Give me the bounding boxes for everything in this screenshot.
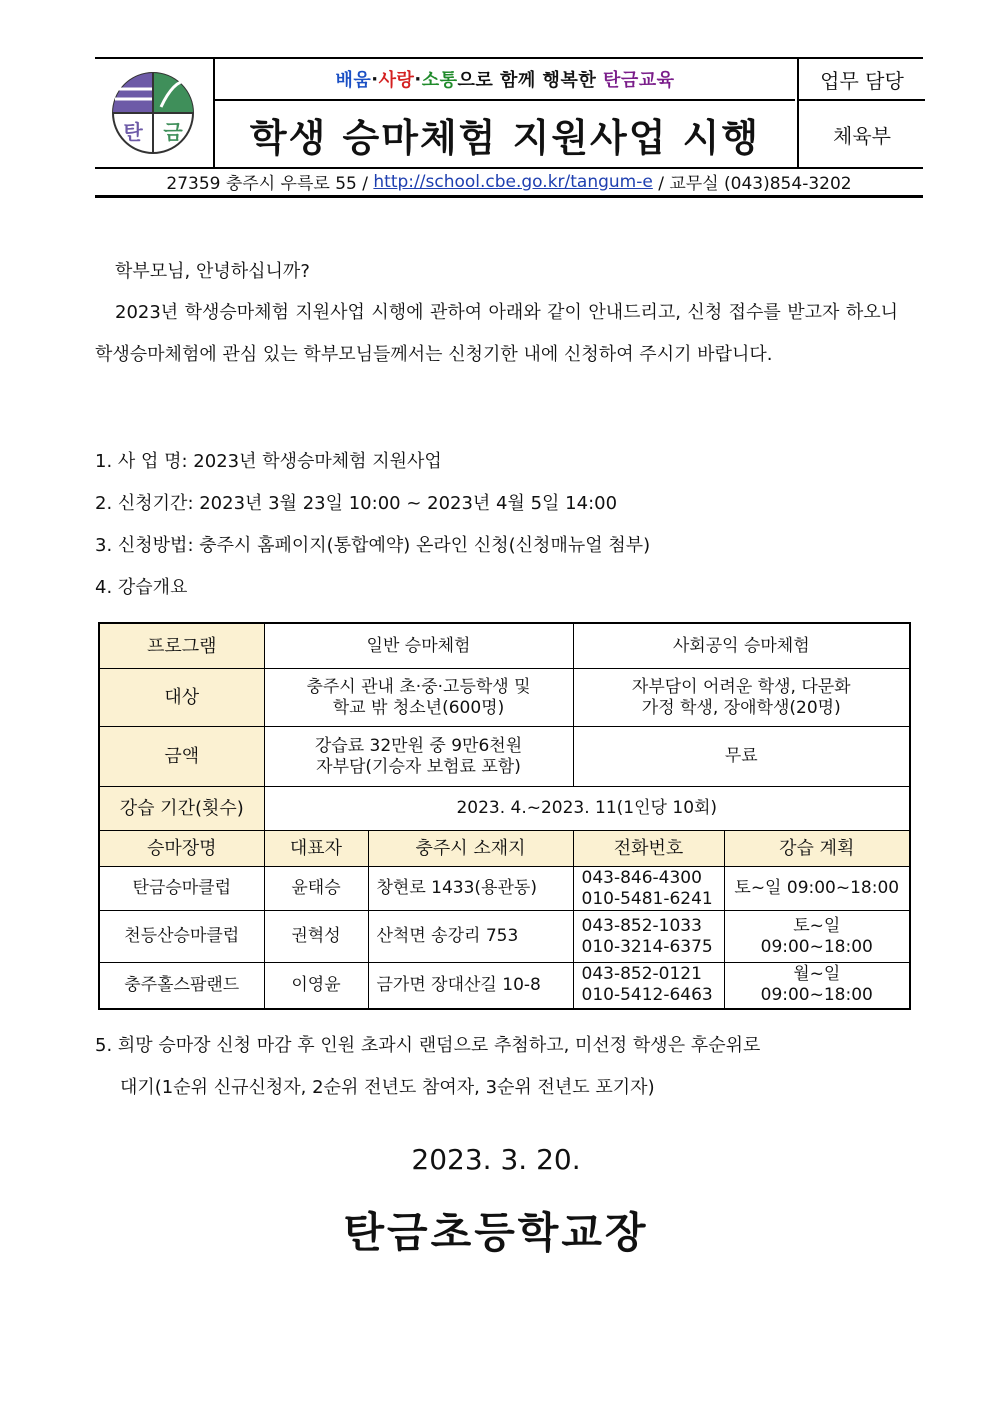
club-phone-line: 010-5412-6463 (581, 985, 713, 1006)
document-header (95, 59, 923, 167)
period-label: 강습 기간(횟수) (99, 787, 264, 831)
address-line (95, 169, 923, 194)
club-phone-line: 043-846-4300 (581, 867, 702, 888)
club-phone (573, 911, 724, 963)
school-address: 27359 충주시 우륵로 55 / (166, 174, 374, 194)
intro-paragraph: 2023년 학생승마체험 지원사업 시행에 관하여 아래와 같이 안내드리고, 신청 접수를 받고자 하오니 학생승마체험에 관심 있는 학부모님들께서는 신청기한 내에 신청하여 주시기 바랍니다. (95, 302, 898, 365)
club-plan-line: 09:00~18:00 (760, 936, 873, 957)
principal-signature: 탄금초등학교장 (343, 1208, 649, 1257)
club-plan-line: 09:00~18:00 (760, 985, 873, 1006)
table-row (99, 867, 910, 911)
slogan-separator: · (414, 68, 422, 90)
slogan-word-learning: 배움 (335, 70, 372, 91)
header-bottom-rule (95, 195, 923, 198)
slogan-middle: 으로 함께 행복한 (457, 70, 603, 91)
target-general (264, 669, 573, 727)
table-row (99, 727, 910, 787)
club-plan-line: 토~일 09:00~18:00 (734, 878, 900, 898)
club-plan-line: 토~일 (793, 915, 841, 936)
club-name: 천등산승마클럽 (99, 911, 264, 963)
club-rep: 이영윤 (264, 963, 368, 1009)
club-address: 산척면 송강리 753 (368, 911, 573, 963)
fee-general (264, 727, 573, 787)
club-plan (724, 911, 910, 963)
club-phone (573, 867, 724, 911)
col-header-plan: 강습 계획 (724, 831, 910, 867)
col-header-club: 승마장명 (99, 831, 264, 867)
slogan-word-education: 탄금교육 (602, 70, 675, 91)
table-header-row (99, 831, 910, 867)
item-selection-line-1: 5. 희망 승마장 신청 마감 후 인원 초과시 랜덤으로 추첨하고, 미선정 학생은 후순위로 (95, 1035, 761, 1056)
social-program: 사회공익 승마체험 (573, 623, 910, 669)
fee-label: 금액 (99, 727, 264, 787)
club-name: 충주홀스팜랜드 (99, 963, 264, 1009)
table-row (99, 669, 910, 727)
target-general-line: 충주시 관내 초·중·고등학생 및 (306, 676, 531, 697)
item-application-method: 3. 신청방법: 충주시 홈페이지(통합예약) 온라인 신청(신청매뉴얼 첨부) (95, 535, 651, 556)
target-social (573, 669, 910, 727)
logo-char-1: 탄 (123, 120, 143, 144)
club-rep: 권혁성 (264, 911, 368, 963)
item-application-period: 2. 신청기간: 2023년 3월 23일 10:00 ~ 2023년 4월 5일 14:00 (95, 493, 618, 514)
club-address: 금가면 장대산길 10-8 (368, 963, 573, 1009)
school-logo-icon (95, 59, 213, 167)
target-label: 대상 (99, 669, 264, 727)
fee-general-line: 자부담(기승자 보험료 포함) (316, 756, 521, 777)
document-title: 학생 승마체험 지원사업 시행 (249, 115, 761, 160)
target-social-line: 가정 학생, 장애학생(20명) (641, 697, 841, 718)
item-project-name: 1. 사 업 명: 2023년 학생승마체험 지원사업 (95, 451, 442, 472)
club-plan (724, 963, 910, 1009)
item-course-overview: 4. 강습개요 (95, 577, 188, 598)
table-row (99, 787, 910, 831)
general-program: 일반 승마체험 (264, 623, 573, 669)
club-name: 탄금승마클럽 (99, 867, 264, 911)
course-overview-table (98, 622, 909, 1010)
club-phone-line: 010-3214-6375 (581, 936, 713, 957)
fee-general-line: 강습료 32만원 중 9만6천원 (314, 735, 523, 756)
greeting: 학부모님, 안녕하십니까? (115, 261, 310, 282)
col-header-rep: 대표자 (264, 831, 368, 867)
club-plan (724, 867, 910, 911)
duty-label: 업무 담당 (797, 59, 925, 101)
item-selection-note (95, 1025, 898, 1109)
school-logo-cell (95, 59, 215, 167)
target-general-line: 학교 밖 청소년(600명) (332, 697, 505, 718)
club-phone (573, 963, 724, 1009)
table-row (99, 963, 910, 1009)
club-rep: 윤태승 (264, 867, 368, 911)
logo-char-2: 금 (163, 120, 183, 144)
program-label: 프로그램 (99, 623, 264, 669)
slogan-word-communication: 소통 (421, 70, 458, 91)
fee-social: 무료 (573, 727, 910, 787)
club-phone-line: 043-852-0121 (581, 964, 702, 985)
col-header-address: 충주시 소재지 (368, 831, 573, 867)
table-row (99, 623, 910, 669)
table-row (99, 911, 910, 963)
school-homepage-link[interactable]: http://school.cbe.go.kr/tangum-e (373, 171, 653, 192)
document-date: 2023. 3. 20. (411, 1143, 581, 1176)
slogan-word-love: 사랑 (378, 70, 415, 91)
club-phone-line: 043-852-1033 (581, 915, 702, 936)
slogan (215, 59, 795, 101)
office-contact: / 교무실 (043)854-3202 (652, 174, 852, 194)
item-selection-line-2: 대기(1순위 신규신청자, 2순위 전년도 참여자, 3순위 전년도 포기자) (120, 1077, 655, 1098)
club-address: 창현로 1433(용관동) (368, 867, 573, 911)
col-header-phone: 전화번호 (573, 831, 724, 867)
department: 체육부 (797, 101, 925, 167)
slogan-separator: · (371, 68, 379, 90)
club-phone-line: 010-5481-6241 (581, 888, 713, 909)
course-period: 2023. 4.~2023. 11(1인당 10회) (264, 787, 910, 831)
club-plan-line: 월~일 (793, 964, 841, 985)
target-social-line: 자부담이 어려운 학생, 다문화 (631, 676, 851, 697)
